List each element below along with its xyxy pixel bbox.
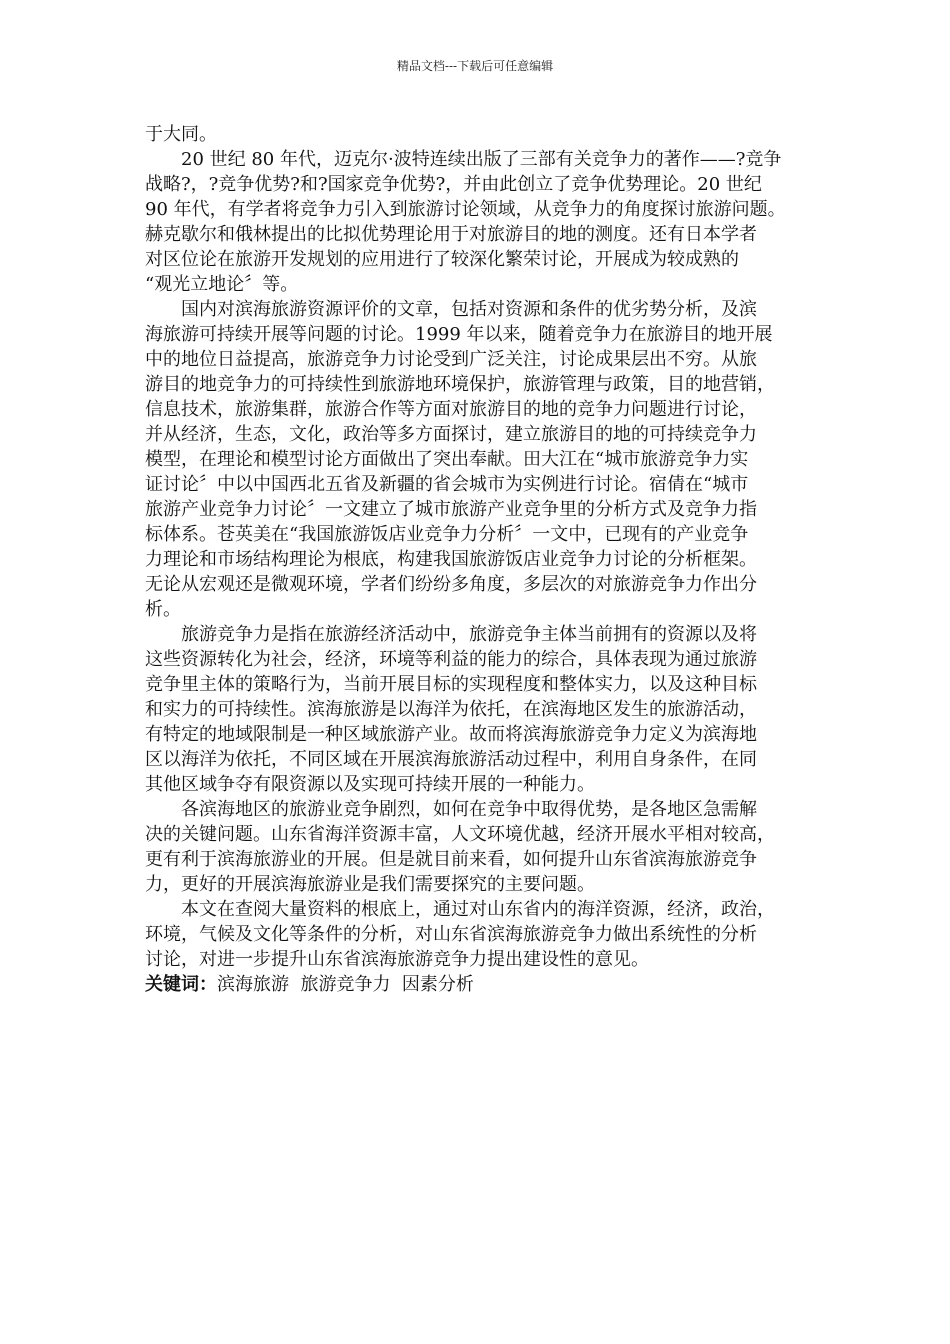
text-line: 战略?，?竞争优势?和?国家竞争优势?，并由此创立了竞争优势理论。20 世纪 [145,174,762,195]
text-line: 力，更好的开展滨海旅游业是我们需要探究的主要问题。 [145,874,595,895]
text-line: 有特定的地域限制是一种区域旅游产业。故而将滨海旅游竞争力定义为滨海地 [145,724,757,745]
text-line: 环境，气候及文化等条件的分析，对山东省滨海旅游竞争力做出系统性的分析 [145,924,757,945]
text-line: 海旅游可持续开展等问题的讨论。1999 年以来，随着竞争力在旅游目的地开展 [145,324,773,345]
text-line: 无论从宏观还是微观环境，学者们纷纷多角度，多层次的对旅游竞争力作出分 [145,574,757,595]
text-line: 力理论和市场结构理论为根底，构建我国旅游饭店业竞争力讨论的分析框架。 [145,549,757,570]
text-line: 于大同。 [145,124,217,145]
text-line: 区以海洋为依托，不同区域在开展滨海旅游活动过程中，利用自身条件，在同 [145,749,757,770]
text-line: 决的关键问题。山东省海洋资源丰富，人文环境优越，经济开展水平相对较高， [145,824,775,845]
keywords-label: 关键词： [145,974,217,995]
text-line: 标体系。苍英美在“我国旅游饭店业竞争力分析〞一文中，已现有的产业竞争 [145,524,749,545]
text-line: 更有利于滨海旅游业的开展。但是就目前来看，如何提升山东省滨海旅游竞争 [145,849,757,870]
text-line: 90 年代，有学者将竞争力引入到旅游讨论领域，从竞争力的角度探讨旅游问题。 [145,199,786,220]
text-line: 赫克歇尔和俄林提出的比拟优势理论用于对旅游目的地的测度。还有日本学者 [145,224,757,245]
text-line: 本文在查阅大量资料的根底上，通过对山东省内的海洋资源，经济，政治， [181,899,775,920]
text-line: 旅游竞争力是指在旅游经济活动中，旅游竞争主体当前拥有的资源以及将 [181,624,757,645]
text-line: 讨论，对进一步提升山东省滨海旅游竞争力提出建设性的意见。 [145,949,649,970]
page-header: 精品文档---下载后可任意编辑 [396,59,554,73]
text-line: 信息技术，旅游集群，旅游合作等方面对旅游目的地的竞争力问题进行讨论， [145,399,757,420]
text-line: 国内对滨海旅游资源评价的文章，包括对资源和条件的优劣势分析，及滨 [181,299,757,320]
text-line: 模型，在理论和模型讨论方面做出了突出奉献。田大江在“城市旅游竞争力实 [145,449,749,470]
text-line: 竞争里主体的策略行为，当前开展目标的实现程度和整体实力，以及这种目标 [145,674,757,695]
text-line: 并从经济，生态，文化，政治等多方面探讨，建立旅游目的地的可持续竞争力 [145,424,757,445]
keywords-line [145,972,813,997]
text-line: 和实力的可持续性。滨海旅游是以海洋为依托，在滨海地区发生的旅游活动， [145,699,757,720]
document-body [145,122,813,997]
text-line: 这些资源转化为社会，经济，环境等利益的能力的综合，具体表现为通过旅游 [145,649,757,670]
keywords-value: 滨海旅游 旅游竞争力 因素分析 [217,974,474,995]
text-line: 析。 [145,599,181,620]
text-line: 中的地位日益提高，旅游竞争力讨论受到广泛关注，讨论成果层出不穷。从旅 [145,349,757,370]
text-line: 20 世纪 80 年代，迈克尔·波特连续出版了三部有关竞争力的著作——?竞争 [181,149,782,170]
text-line: 游目的地竞争力的可持续性到旅游地环境保护，旅游管理与政策，目的地营销， [145,374,775,395]
text-line: 对区位论在旅游开发规划的应用进行了较深化繁荣讨论，开展成为较成熟的 [145,249,739,270]
text-line: 旅游产业竞争力讨论〞一文建立了城市旅游产业竞争里的分析方式及竞争力指 [145,499,757,520]
text-line: 各滨海地区的旅游业竞争剧烈，如何在竞争中取得优势，是各地区急需解 [181,799,757,820]
text-line: 其他区域争夺有限资源以及实现可持续开展的一种能力。 [145,774,595,795]
text-line: “观光立地论〞等。 [145,274,299,295]
text-line: 证讨论〞中以中国西北五省及新疆的省会城市为实例进行讨论。宿倩在“城市 [145,474,749,495]
